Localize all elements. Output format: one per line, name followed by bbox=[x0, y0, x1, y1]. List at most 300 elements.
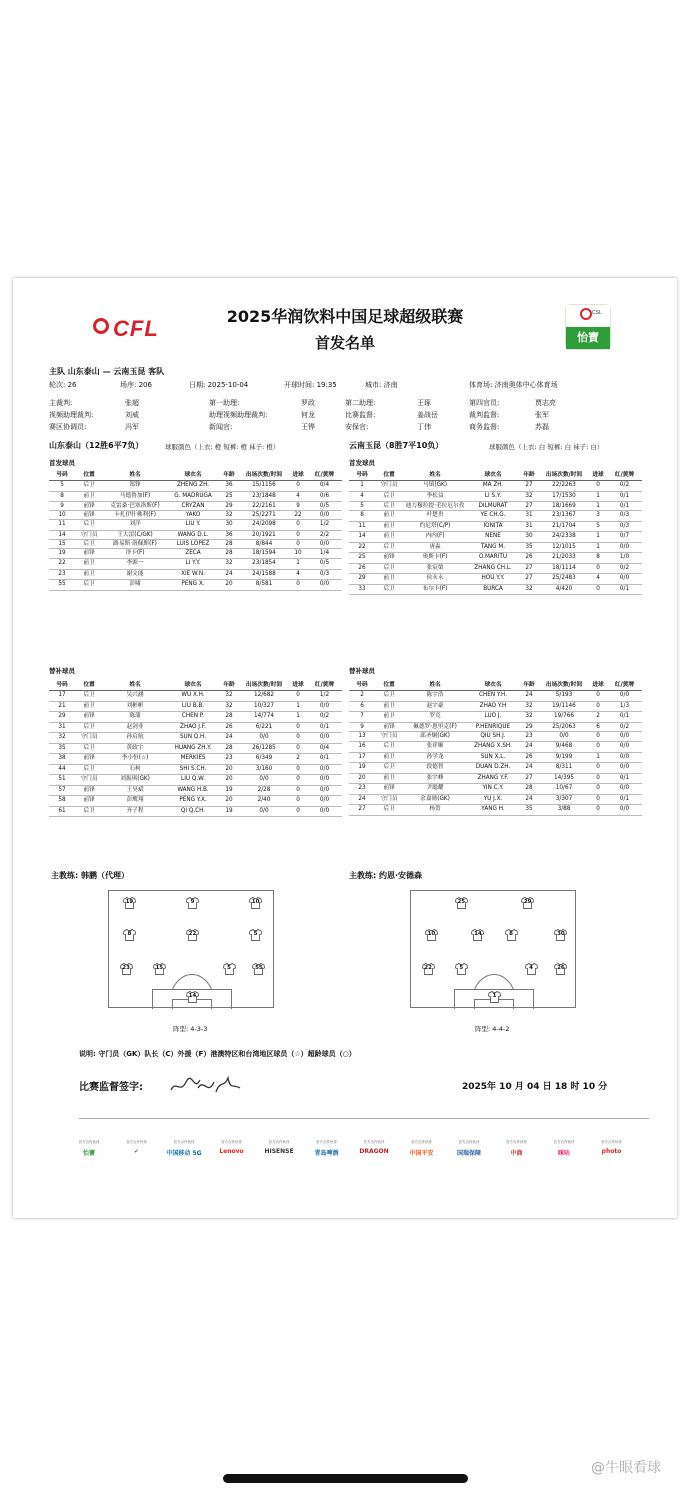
appearances: 6/221 bbox=[239, 722, 289, 733]
goals: 1 bbox=[289, 559, 307, 570]
player-number: 26 bbox=[349, 563, 375, 574]
player-age: 30 bbox=[219, 520, 239, 531]
cfl-logo: CFL bbox=[113, 316, 159, 341]
cards: 0/0 bbox=[307, 785, 342, 796]
shirt-name: CHEN P. bbox=[167, 712, 219, 723]
match-round: 轮次: 26 bbox=[49, 381, 77, 389]
column-header: 红/黄牌 bbox=[607, 680, 642, 691]
player-row bbox=[349, 491, 642, 502]
appearances: 4/420 bbox=[539, 584, 589, 595]
sponsor-caption: 官方合作伙伴 bbox=[411, 1140, 432, 1144]
player-position: 前锋 bbox=[75, 502, 103, 511]
cards: 0/4 bbox=[307, 743, 342, 754]
player-age: 32 bbox=[519, 701, 539, 712]
appearances: 6/349 bbox=[239, 754, 289, 765]
player-row bbox=[49, 764, 342, 775]
player-shirt-icon bbox=[505, 929, 518, 941]
goals: 0 bbox=[289, 691, 307, 702]
player-shirt-icon bbox=[422, 963, 435, 975]
cards: 1/0 bbox=[607, 553, 642, 564]
shirt-name: ZHAO J.F. bbox=[167, 722, 219, 733]
player-position: 后卫 bbox=[75, 722, 103, 733]
player-row bbox=[49, 481, 342, 492]
player-position: 前卫 bbox=[75, 491, 103, 502]
player-number: 17 bbox=[349, 752, 375, 763]
column-header: 姓名 bbox=[403, 680, 467, 691]
goals: 0 bbox=[289, 806, 307, 817]
table-header-row bbox=[349, 470, 642, 481]
goals: 1 bbox=[289, 712, 307, 723]
player-name: 卡扎伊什佛利(F) bbox=[103, 511, 167, 520]
shirt-name: PENG X. bbox=[167, 580, 219, 591]
cards: 0/0 bbox=[307, 764, 342, 775]
cards: 0/0 bbox=[307, 775, 342, 786]
home-formation: 阵型: 4-3-3 bbox=[173, 1025, 208, 1033]
appearances: 2/28 bbox=[239, 785, 289, 796]
appearances: 25/2063 bbox=[539, 722, 589, 731]
player-shirt-icon bbox=[525, 963, 538, 975]
player-position: 后卫 bbox=[375, 563, 403, 574]
shirt-name: YAKO bbox=[167, 511, 219, 520]
away-formation-pitch bbox=[410, 890, 576, 1008]
player-number: 23 bbox=[49, 569, 75, 580]
player-age: 29 bbox=[519, 722, 539, 731]
player-number: 8 bbox=[349, 511, 375, 522]
away-starters-table bbox=[349, 470, 642, 595]
player-age: 31 bbox=[519, 511, 539, 522]
appearances: 8/844 bbox=[239, 539, 289, 548]
goals: 0 bbox=[589, 691, 607, 702]
player-age: 27 bbox=[519, 773, 539, 784]
official-role: 第一助理: bbox=[209, 399, 240, 407]
player-name: 佩德罗·恩里克(F) bbox=[403, 722, 467, 731]
player-number: 35 bbox=[49, 743, 75, 754]
player-age: 24 bbox=[219, 569, 239, 580]
column-header: 年龄 bbox=[219, 680, 239, 691]
shirt-number: 26 bbox=[557, 965, 565, 971]
player-position: 守门员 bbox=[75, 775, 103, 786]
player-position: 后卫 bbox=[375, 742, 403, 753]
home-subs-label: 替补球员 bbox=[49, 667, 75, 675]
sponsor-name: HISENSE bbox=[264, 1148, 294, 1155]
player-name: 赵宇豪 bbox=[403, 701, 467, 712]
player-row bbox=[349, 542, 642, 553]
sponsor-caption: 官方合作伙伴 bbox=[553, 1140, 575, 1144]
supervisor-signature bbox=[168, 1074, 248, 1102]
cards: 0/3 bbox=[607, 511, 642, 522]
player-name: 谢文能 bbox=[103, 569, 167, 580]
player-number: 15 bbox=[49, 539, 75, 548]
player-name: 刘洋 bbox=[103, 520, 167, 531]
player-row bbox=[349, 784, 642, 795]
city: 城市: 济南 bbox=[365, 381, 398, 389]
cards: 1/4 bbox=[307, 548, 342, 559]
shirt-name: ZHANG CH.L. bbox=[467, 563, 519, 574]
goals: 1 bbox=[289, 701, 307, 712]
player-shirt-icon bbox=[455, 897, 468, 909]
player-row bbox=[349, 563, 642, 574]
goals: 4 bbox=[289, 569, 307, 580]
player-position: 前锋 bbox=[375, 722, 403, 731]
player-age: 20 bbox=[219, 580, 239, 591]
goals: 0 bbox=[589, 742, 607, 753]
column-header: 球衣名 bbox=[167, 680, 219, 691]
shirt-name: SUN Q.H. bbox=[167, 733, 219, 744]
appearances: 17/1530 bbox=[539, 491, 589, 502]
player-name: 马德鲁加(F) bbox=[103, 491, 167, 502]
player-name: 段德智 bbox=[403, 763, 467, 774]
shirt-name: SUN X.L. bbox=[467, 752, 519, 763]
legend-note: 说明: 守门员（GK）队长（C）外援（F）港澳特区和台湾地区球员（☆）超龄球员（○） bbox=[79, 1050, 356, 1058]
cards: 0/3 bbox=[307, 569, 342, 580]
player-number: 57 bbox=[49, 785, 75, 796]
player-row bbox=[349, 553, 642, 564]
player-shirt-icon bbox=[249, 929, 262, 941]
shirt-name: DUAN D.ZH. bbox=[467, 763, 519, 774]
shirt-name: MA ZH. bbox=[467, 481, 519, 492]
column-header: 号码 bbox=[49, 680, 75, 691]
player-name: 赵剑非 bbox=[103, 722, 167, 733]
player-position: 后卫 bbox=[375, 491, 403, 502]
shirt-name: YANG H. bbox=[467, 805, 519, 816]
column-header: 号码 bbox=[349, 680, 375, 691]
cards: 0/2 bbox=[607, 722, 642, 731]
cards: 0/0 bbox=[607, 731, 642, 742]
player-number: 51 bbox=[49, 775, 75, 786]
player-shirt-icon bbox=[123, 929, 136, 941]
shirt-name: IONITA bbox=[467, 521, 519, 532]
player-name: 齐子程 bbox=[103, 806, 167, 817]
player-name: 杨贺 bbox=[403, 805, 467, 816]
official-role: 裁判监督: bbox=[469, 411, 500, 419]
goals: 0 bbox=[289, 785, 307, 796]
table-header-row bbox=[49, 470, 342, 481]
goals: 0 bbox=[589, 481, 607, 492]
cards: 0/6 bbox=[307, 491, 342, 502]
player-shirt-icon bbox=[455, 963, 468, 975]
player-number: 11 bbox=[49, 520, 75, 531]
player-shirt-icon bbox=[186, 897, 199, 909]
player-age: 35 bbox=[519, 542, 539, 553]
away-coach: 主教练: 约恩·安德森 bbox=[349, 871, 423, 880]
csl-caption: CSL bbox=[592, 310, 602, 316]
sponsor-caption: 官方合作伙伴 bbox=[268, 1140, 290, 1144]
sponsor-caption: 官方合作伙伴 bbox=[78, 1140, 100, 1144]
player-shirt-icon bbox=[249, 897, 262, 909]
appearances: 22/2161 bbox=[239, 502, 289, 511]
shirt-number: 22 bbox=[424, 965, 432, 971]
column-header: 位置 bbox=[375, 680, 403, 691]
sponsor-caption: 官方合作伙伴 bbox=[126, 1140, 147, 1144]
player-age: 24 bbox=[519, 794, 539, 805]
column-header: 进球 bbox=[589, 680, 607, 691]
player-row bbox=[49, 502, 342, 511]
sponsor-caption: 官方合作伙伴 bbox=[506, 1140, 527, 1144]
appearances: 12/1015 bbox=[539, 542, 589, 553]
sponsor-logo bbox=[212, 1140, 252, 1155]
shirt-name: XIE W.N. bbox=[167, 569, 219, 580]
player-position: 前锋 bbox=[75, 796, 103, 807]
goals: 3 bbox=[589, 511, 607, 522]
player-number: 19 bbox=[49, 548, 75, 559]
cards: 0/0 bbox=[607, 805, 642, 816]
column-header: 年龄 bbox=[519, 470, 539, 481]
goals: 1 bbox=[589, 502, 607, 511]
player-row bbox=[49, 520, 342, 531]
official-role: 第二助理: bbox=[345, 399, 376, 407]
cards: 0/0 bbox=[607, 542, 642, 553]
shirt-number: 9 bbox=[190, 899, 195, 905]
player-position: 后卫 bbox=[375, 691, 403, 702]
shirt-name: MERKIES bbox=[167, 754, 219, 765]
player-row bbox=[49, 722, 342, 733]
cards: 0/0 bbox=[607, 784, 642, 795]
column-header: 年龄 bbox=[519, 680, 539, 691]
official-name: 何龙 bbox=[301, 411, 315, 419]
official-name: 王琢 bbox=[417, 399, 431, 407]
player-name: 约尼塔(C/P) bbox=[403, 521, 467, 532]
column-header: 位置 bbox=[375, 470, 403, 481]
cards: 0/1 bbox=[307, 754, 342, 765]
sponsor-logo bbox=[164, 1140, 204, 1157]
shirt-name: HUANG ZH.Y. bbox=[167, 743, 219, 754]
shirt-name: TANG M. bbox=[467, 542, 519, 553]
player-number: 61 bbox=[49, 806, 75, 817]
appearances: 24/1588 bbox=[239, 569, 289, 580]
goals: 0 bbox=[289, 733, 307, 744]
sponsor-name: 中国移动 5G bbox=[166, 1150, 202, 1157]
cards: 1/2 bbox=[307, 520, 342, 531]
appearances: 25/2483 bbox=[539, 574, 589, 585]
official-role: 主裁判: bbox=[49, 399, 73, 407]
home-starters-table bbox=[49, 470, 342, 591]
cards: 0/0 bbox=[307, 511, 342, 520]
column-header: 球衣名 bbox=[467, 470, 519, 481]
appearances: 0/0 bbox=[239, 806, 289, 817]
shirt-number: 5 bbox=[227, 965, 231, 971]
player-row bbox=[349, 532, 642, 543]
shirt-number: 5 bbox=[459, 965, 464, 971]
player-name: 尹聪耀 bbox=[403, 784, 467, 795]
player-number: 38 bbox=[49, 754, 75, 765]
appearances: 14/774 bbox=[239, 712, 289, 723]
home-starters-label: 首发球员 bbox=[49, 459, 75, 467]
player-name: 李小恒(☆) bbox=[103, 754, 167, 765]
player-shirt-icon bbox=[153, 963, 166, 975]
goals: 22 bbox=[289, 511, 307, 520]
player-age: 27 bbox=[519, 481, 539, 492]
shirt-name: WANG H.B. bbox=[167, 785, 219, 796]
shirt-name: NENE bbox=[467, 532, 519, 543]
shirt-number: 15 bbox=[155, 965, 164, 971]
player-age: 32 bbox=[219, 559, 239, 570]
cards: 0/2 bbox=[307, 712, 342, 723]
goals: 0 bbox=[589, 563, 607, 574]
appearances: 2/40 bbox=[239, 796, 289, 807]
player-number: 27 bbox=[349, 805, 375, 816]
player-position: 前锋 bbox=[75, 712, 103, 723]
player-row bbox=[349, 731, 642, 742]
player-row bbox=[349, 502, 642, 511]
player-row bbox=[49, 796, 342, 807]
player-row bbox=[49, 548, 342, 559]
player-age: 26 bbox=[519, 553, 539, 564]
shirt-name: CRYZAN bbox=[167, 502, 219, 511]
shirt-name: ZHAO Y.H bbox=[467, 701, 519, 712]
csl-ball-icon bbox=[580, 308, 592, 320]
shirt-number: 29 bbox=[523, 899, 532, 905]
player-position: 前锋 bbox=[375, 784, 403, 795]
home-indicator[interactable] bbox=[223, 1474, 468, 1483]
player-shirt-icon bbox=[554, 929, 567, 941]
goals: 0 bbox=[589, 763, 607, 774]
player-shirt-icon bbox=[425, 929, 438, 941]
player-row bbox=[49, 559, 342, 570]
player-age: 32 bbox=[519, 712, 539, 723]
home-kit-colors: 球服颜色（上衣: 橙 短裤: 橙 袜子: 橙） bbox=[165, 443, 280, 451]
shirt-name: LIU Y. bbox=[167, 520, 219, 531]
player-name: 刘振琪(GK) bbox=[103, 775, 167, 786]
player-name: 罗竞 bbox=[403, 712, 467, 723]
player-name: 王昊斌 bbox=[103, 785, 167, 796]
appearances: 0/0 bbox=[239, 775, 289, 786]
sponsor-caption: 官方合作伙伴 bbox=[458, 1140, 480, 1144]
table-header-row bbox=[49, 680, 342, 691]
player-number: 9 bbox=[49, 502, 75, 511]
appearances: 22/2263 bbox=[539, 481, 589, 492]
cards: 0/1 bbox=[607, 502, 642, 511]
official-name: 苏磊 bbox=[535, 423, 549, 431]
goals: 1 bbox=[589, 532, 607, 543]
goals: 8 bbox=[589, 553, 607, 564]
player-position: 守门员 bbox=[75, 530, 103, 539]
away-kit-colors: 球服颜色（上衣: 白 短裤: 白 袜子: 白） bbox=[489, 443, 604, 451]
goals: 1 bbox=[589, 542, 607, 553]
player-position: 前卫 bbox=[75, 569, 103, 580]
player-position: 前锋 bbox=[375, 553, 403, 564]
shirt-name: PENG Y.X. bbox=[167, 796, 219, 807]
sponsor-logo bbox=[544, 1140, 584, 1157]
player-position: 后卫 bbox=[75, 743, 103, 754]
shirt-name: LIU B.B. bbox=[167, 701, 219, 712]
sponsor-caption: 官方合作伙伴 bbox=[601, 1140, 622, 1144]
shirt-name: LUO J. bbox=[467, 712, 519, 723]
goals: 0 bbox=[589, 794, 607, 805]
appearances: 18/1114 bbox=[539, 563, 589, 574]
player-name: 奥斯卡(F) bbox=[403, 553, 467, 564]
player-name: 泽卡(F) bbox=[103, 548, 167, 559]
appearances: 0/0 bbox=[239, 733, 289, 744]
player-name: 路易斯·洛佩斯(F) bbox=[103, 539, 167, 548]
supervisor-label: 比赛监督签字: bbox=[79, 1082, 143, 1093]
player-position: 守门员 bbox=[375, 481, 403, 492]
player-age: 32 bbox=[519, 491, 539, 502]
column-header: 红/黄牌 bbox=[307, 680, 342, 691]
shirt-name: LIU Q.W. bbox=[167, 775, 219, 786]
player-row bbox=[349, 511, 642, 522]
player-row bbox=[349, 712, 642, 723]
player-position: 前锋 bbox=[75, 511, 103, 520]
away-formation: 阵型: 4-4-2 bbox=[475, 1025, 510, 1033]
player-shirt-icon bbox=[554, 963, 567, 975]
player-position: 后卫 bbox=[375, 542, 403, 553]
lineup-sheet bbox=[13, 278, 677, 1218]
appearances: 5/193 bbox=[539, 691, 589, 702]
appearances: 21/1704 bbox=[539, 521, 589, 532]
appearances: 9/468 bbox=[539, 742, 589, 753]
player-age: 28 bbox=[219, 548, 239, 559]
goals: 1 bbox=[589, 752, 607, 763]
player-row bbox=[49, 806, 342, 817]
appearances: 19/1146 bbox=[539, 701, 589, 712]
player-position: 前卫 bbox=[375, 701, 403, 712]
sponsor-logo bbox=[449, 1140, 489, 1157]
venue: 体育场: 济南奥体中心体育场 bbox=[469, 381, 558, 389]
player-position: 后卫 bbox=[75, 764, 103, 775]
shirt-name: CHEN Y.H. bbox=[467, 691, 519, 702]
player-shirt-icon bbox=[186, 929, 199, 941]
column-header: 姓名 bbox=[103, 680, 167, 691]
player-name: 张宸榮 bbox=[403, 563, 467, 574]
player-number: 29 bbox=[349, 574, 375, 585]
sponsor-name: 中国平安 bbox=[409, 1150, 434, 1157]
goals: 0 bbox=[289, 539, 307, 548]
goals: 10 bbox=[289, 548, 307, 559]
player-name: 张宇峰 bbox=[403, 773, 467, 784]
shirt-number: 23 bbox=[122, 965, 130, 971]
appearances: 10/67 bbox=[539, 784, 589, 795]
goals: 2 bbox=[289, 754, 307, 765]
appearances: 20/1921 bbox=[239, 530, 289, 539]
column-header: 出场次数/时间 bbox=[239, 680, 289, 691]
player-number: 5 bbox=[349, 502, 375, 511]
sponsor-logo bbox=[497, 1140, 537, 1157]
player-age: 28 bbox=[219, 539, 239, 548]
player-name: 李松益 bbox=[403, 491, 467, 502]
player-position: 守门员 bbox=[375, 731, 403, 742]
watermark: @牛眼看球 bbox=[591, 1460, 661, 1476]
player-age: 24 bbox=[519, 763, 539, 774]
shirt-number: 14 bbox=[474, 931, 482, 937]
player-name: 唐淼 bbox=[403, 542, 467, 553]
player-number: 9 bbox=[349, 722, 375, 731]
column-header: 位置 bbox=[75, 470, 103, 481]
column-header: 进球 bbox=[289, 470, 307, 481]
away-team-record: 云南玉昆（8胜7平10负） bbox=[349, 441, 444, 450]
player-number: 10 bbox=[49, 511, 75, 520]
player-age: 24 bbox=[219, 733, 239, 744]
player-row bbox=[349, 742, 642, 753]
player-age: 31 bbox=[519, 521, 539, 532]
player-shirt-icon bbox=[252, 963, 265, 975]
page-title: 2025华润饮料中国足球超级联赛 bbox=[226, 307, 464, 326]
player-shirt-icon bbox=[223, 963, 236, 975]
player-number: 17 bbox=[49, 691, 75, 702]
player-number: 16 bbox=[349, 742, 375, 753]
match-date: 日期: 2025-10-04 bbox=[189, 381, 249, 389]
official-role: 视频助理裁判: bbox=[49, 411, 94, 419]
shirt-number: 10 bbox=[427, 931, 436, 937]
shirt-name: LI Y.Y. bbox=[167, 559, 219, 570]
shirt-number: 14 bbox=[188, 993, 197, 999]
official-role: 比赛监督: bbox=[345, 411, 376, 419]
goals: 0 bbox=[289, 743, 307, 754]
goals: 5 bbox=[589, 521, 607, 532]
sponsor-name: 国瑞保障 bbox=[456, 1150, 481, 1157]
cards: 0/3 bbox=[607, 521, 642, 532]
shirt-name: P.HENRIQUE bbox=[467, 722, 519, 731]
player-shirt-icon bbox=[488, 991, 501, 1003]
